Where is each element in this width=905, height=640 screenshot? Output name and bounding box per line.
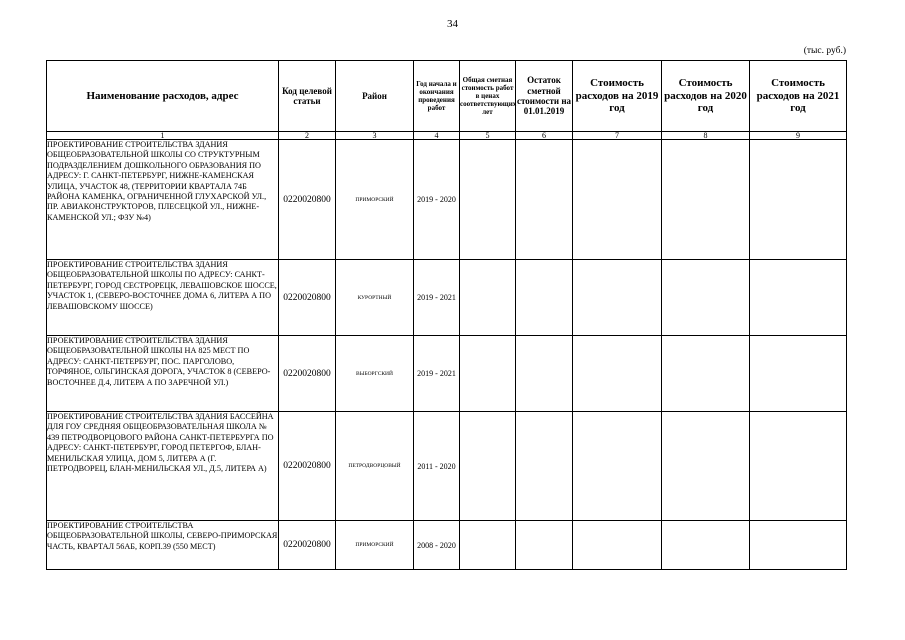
header-district: Район: [336, 61, 414, 132]
cost-2020-cell: [662, 260, 750, 336]
budget-table: [46, 60, 847, 570]
total-cost-cell: [460, 260, 516, 336]
expense-name-cell: ПРОЕКТИРОВАНИЕ СТРОИТЕЛЬСТВА ЗДАНИЯ ОБЩЕОБРАЗОВАТЕЛЬНОЙ ШКОЛЫ ПО АДРЕСУ: САНКТ-ПЕТЕРБУРГ, ГОРОД СЕСТРОРЕЦК, ЛЕВАШОВСКОЕ ШОССЕ, УЧАСТОК 1, (СЕВЕРО-ВОСТОЧНЕЕ ДОМА 6, ЛИТЕРА А ПО ЛЕВАШОВСКОМУ ШОССЕ): [47, 260, 279, 336]
header-remaining-cost: Остаток сметной стоимости на 01.01.2019: [516, 61, 573, 132]
code-cell: 0220020800: [279, 521, 336, 570]
district-cell: ПРИМОРСКИЙ: [336, 521, 414, 570]
code-cell: 0220020800: [279, 412, 336, 521]
remaining-cost-cell: [516, 260, 573, 336]
column-number: 1: [47, 132, 279, 140]
cost-2019-cell: [573, 260, 662, 336]
cost-2021-cell: [750, 336, 847, 412]
total-cost-cell: [460, 521, 516, 570]
table-row: [47, 140, 847, 260]
cost-2021-cell: [750, 260, 847, 336]
column-number: 8: [662, 132, 750, 140]
years-cell: 2011 - 2020: [414, 412, 460, 521]
cost-2020-cell: [662, 140, 750, 260]
years-cell: 2019 - 2021: [414, 336, 460, 412]
table-row: [47, 521, 847, 570]
code-cell: 0220020800: [279, 140, 336, 260]
cost-2021-cell: [750, 140, 847, 260]
total-cost-cell: [460, 140, 516, 260]
cost-2021-cell: [750, 412, 847, 521]
column-number: 7: [573, 132, 662, 140]
years-cell: 2019 - 2020: [414, 140, 460, 260]
cost-2019-cell: [573, 412, 662, 521]
column-number: 2: [279, 132, 336, 140]
code-cell: 0220020800: [279, 336, 336, 412]
expense-name-cell: ПРОЕКТИРОВАНИЕ СТРОИТЕЛЬСТВА ОБЩЕОБРАЗОВАТЕЛЬНОЙ ШКОЛЫ, СЕВЕРО-ПРИМОРСКАЯ ЧАСТЬ, КВАРТАЛ 56АБ, КОРП.39 (550 МЕСТ): [47, 521, 279, 570]
expense-name-cell: ПРОЕКТИРОВАНИЕ СТРОИТЕЛЬСТВА ЗДАНИЯ ОБЩЕОБРАЗОВАТЕЛЬНОЙ ШКОЛЫ НА 825 МЕСТ ПО АДРЕСУ: САНКТ-ПЕТЕРБУРГ, ПОС. ПАРГОЛОВО, ТОРФЯНОЕ, ОЛЬГИНСКАЯ ДОРОГА, УЧАСТОК 8 (СЕВЕРО-ВОСТОЧНЕЕ Д.4, ЛИТЕРА А ПО ЗАРЕЧНОЙ УЛ.): [47, 336, 279, 412]
table-row: [47, 260, 847, 336]
expense-name-cell: ПРОЕКТИРОВАНИЕ СТРОИТЕЛЬСТВА ЗДАНИЯ БАССЕЙНА ДЛЯ ГОУ СРЕДНЯЯ ОБЩЕОБРАЗОВАТЕЛЬНАЯ ШКОЛА № 439 ПЕТРОДВОРЦОВОГО РАЙОНА САНКТ-ПЕТЕРБУРГА ПО АДРЕСУ: САНКТ-ПЕТЕРБУРГ, ГОРОД ПЕТЕРГОФ, БЛАН-МЕНИЛЬСКАЯ УЛИЦА, ДОМ 5, ЛИТЕРА А (Г. ПЕТРОДВОРЕЦ, БЛАН-МЕНИЛЬСКАЯ УЛ., Д.5, ЛИТЕРА А): [47, 412, 279, 521]
remaining-cost-cell: [516, 412, 573, 521]
header-years: Год начала и окончания проведения работ: [414, 61, 460, 132]
column-number: 6: [516, 132, 573, 140]
table-row: [47, 336, 847, 412]
remaining-cost-cell: [516, 521, 573, 570]
years-cell: 2019 - 2021: [414, 260, 460, 336]
header-cost-2020: Стоимость расходов на 2020 год: [662, 61, 750, 132]
cost-2020-cell: [662, 521, 750, 570]
table-row: [47, 412, 847, 521]
remaining-cost-cell: [516, 140, 573, 260]
cost-2019-cell: [573, 336, 662, 412]
column-number-row: [47, 132, 847, 140]
cost-2021-cell: [750, 521, 847, 570]
remaining-cost-cell: [516, 336, 573, 412]
district-cell: ПРИМОРСКИЙ: [336, 140, 414, 260]
cost-2019-cell: [573, 140, 662, 260]
column-number: 9: [750, 132, 847, 140]
cost-2020-cell: [662, 412, 750, 521]
page-number: 34: [447, 18, 458, 30]
units-label: (тыс. руб.): [803, 46, 846, 56]
column-number: 3: [336, 132, 414, 140]
district-cell: КУРОРТНЫЙ: [336, 260, 414, 336]
column-number: 4: [414, 132, 460, 140]
header-row: [47, 61, 847, 132]
district-cell: ПЕТРОДВОРЦОВЫЙ: [336, 412, 414, 521]
total-cost-cell: [460, 336, 516, 412]
header-total-cost: Общая сметная стоимость работ в ценах соответствующих лет: [460, 61, 516, 132]
header-cost-2021: Стоимость расходов на 2021 год: [750, 61, 847, 132]
column-number: 5: [460, 132, 516, 140]
cost-2020-cell: [662, 336, 750, 412]
header-cost-2019: Стоимость расходов на 2019 год: [573, 61, 662, 132]
header-code: Код целевой статьи: [279, 61, 336, 132]
district-cell: ВЫБОРГСКИЙ: [336, 336, 414, 412]
expense-name-cell: ПРОЕКТИРОВАНИЕ СТРОИТЕЛЬСТВА ЗДАНИЯ ОБЩЕОБРАЗОВАТЕЛЬНОЙ ШКОЛЫ СО СТРУКТУРНЫМ ПОДРАЗДЕЛЕНИЕМ ДОШКОЛЬНОГО ОБРАЗОВАНИЯ ПО АДРЕСУ: Г. САНКТ-ПЕТЕРБУРГ, НИЖНЕ-КАМЕНСКАЯ УЛИЦА, УЧАСТОК 48, (ТЕРРИТОРИИ КВАРТАЛА 74Б РАЙОНА КАМЕНКА, ОГРАНИЧЕННОЙ ГЛУХАРСКОЙ УЛ., ПР. АВИАКОНСТРУКТОРОВ, ПЛЕСЕЦКОЙ УЛ., НИЖНЕ-КАМЕНСКОЙ УЛ.; ФЗУ №4): [47, 140, 279, 260]
total-cost-cell: [460, 412, 516, 521]
code-cell: 0220020800: [279, 260, 336, 336]
header-name: Наименование расходов, адрес: [47, 61, 279, 132]
cost-2019-cell: [573, 521, 662, 570]
years-cell: 2008 - 2020: [414, 521, 460, 570]
